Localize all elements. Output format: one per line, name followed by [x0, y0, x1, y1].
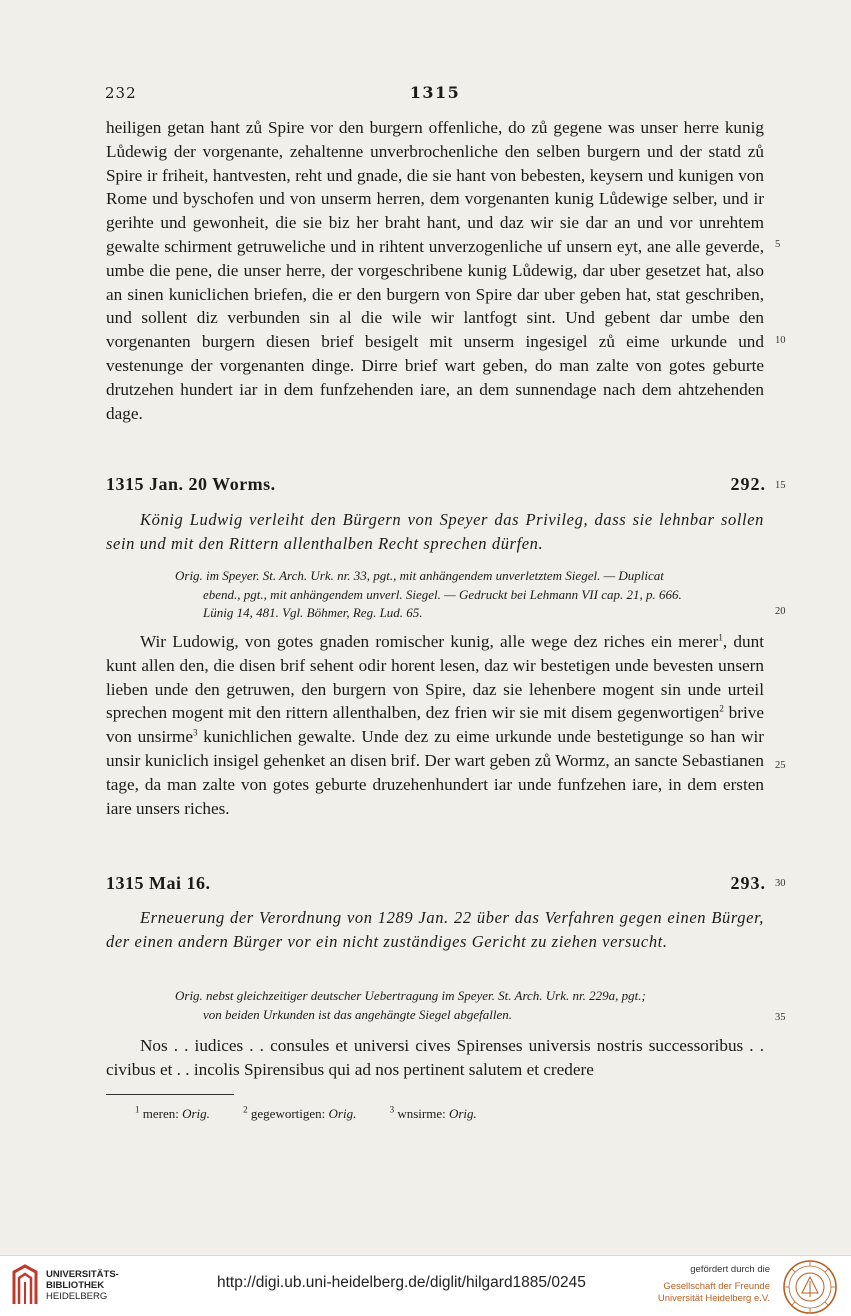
footnote-text: gegewortigen:	[250, 1106, 329, 1121]
line-number: 20	[775, 606, 786, 617]
footnote	[390, 1106, 477, 1122]
library-name-line: UNIVERSITÄTS-	[46, 1269, 119, 1280]
top-paragraph	[106, 116, 764, 425]
entry-heading-292	[106, 474, 766, 496]
entry-number: 293.	[730, 873, 766, 893]
running-year: 1315	[409, 83, 461, 102]
library-name	[46, 1269, 119, 1302]
line-number: 30	[775, 878, 786, 889]
footnote-source: Orig.	[448, 1106, 477, 1121]
footnote-source: Orig.	[328, 1106, 357, 1121]
text-part: kunichlichen gewalte. Unde dez zu eime urkunde unde bestetigunge so han wir unsir kuniclich insigel gehenket an disen brif. Der wart geben zů Wormz, an sancte Sebastianen tage, da man zalte von gotes geburte druzehenhundert iar unde funfzehen iare, in dem ersten iare unsers riches.	[106, 727, 765, 818]
sponsor-label: gefördert durch die	[690, 1264, 770, 1275]
entry-source-note	[175, 567, 765, 623]
footnote-mark: 2	[719, 703, 724, 714]
footnote-mark: 3	[192, 727, 198, 738]
line-number: 25	[775, 760, 786, 771]
footnotes	[135, 1106, 507, 1122]
footnote-number: 1	[135, 1104, 140, 1115]
footnote-source: Orig.	[182, 1106, 210, 1121]
source-line: Orig. im Speyer. St. Arch. Urk. nr. 33, pgt., mit anhängendem unverletztem Siegel. — Duplicat	[175, 568, 664, 583]
entry-source-note	[175, 987, 765, 1024]
line-number: 10	[775, 335, 786, 346]
entry-heading-293	[106, 873, 766, 895]
entry-summary: König Ludwig verleiht den Bürgern von Speyer das Privileg, dass sie lehnbar sollen sein und mit den Rittern allenthalben Recht sprechen dürfen.	[106, 510, 764, 553]
footnote-text: meren:	[142, 1106, 183, 1121]
library-logo-icon	[10, 1264, 40, 1306]
footnote-number: 3	[389, 1104, 395, 1115]
entry-text-body: Nos . . iudices . . consules et universi cives Spirenses universis nostris successoribus . . civibus et . . incolis Spirensibus qui ad nos pertinent salutem et credere	[106, 1036, 764, 1079]
entry-text	[106, 630, 764, 820]
footnote	[135, 1106, 210, 1122]
footnote-mark: 1	[718, 632, 723, 643]
footnote-text: wnsirme:	[397, 1106, 449, 1121]
entry-date: 1315 Mai 16.	[106, 873, 211, 893]
text-part: brive von unsirme	[106, 703, 764, 747]
entry-number: 292.	[730, 474, 766, 494]
permalink-url[interactable]: http://digi.ub.uni-heidelberg.de/diglit/hilgard1885/0245	[217, 1274, 586, 1291]
source-line: Lünig 14, 481. Vgl. Böhmer, Reg. Lud. 65.	[203, 605, 423, 620]
running-head	[105, 84, 765, 106]
page-number: 232	[105, 84, 137, 102]
entry-summary: Erneuerung der Verordnung von 1289 Jan. 22 über das Verfahren gegen einen Bürger, der einen andern Bürger vor ein nicht zuständiges Gericht zu ziehen versucht.	[106, 908, 764, 951]
text-part: Wir Ludowig, von gotes gnaden romischer kunig, alle wege dez riches ein merer	[140, 632, 719, 651]
entry-text	[106, 1034, 764, 1082]
footnote	[243, 1106, 356, 1122]
library-name-line: BIBLIOTHEK	[46, 1280, 105, 1291]
footnote-divider	[106, 1094, 234, 1095]
line-number: 5	[775, 239, 781, 250]
university-seal-icon	[782, 1259, 838, 1315]
footnote-number: 2	[243, 1104, 248, 1115]
sponsor-credit	[640, 1264, 770, 1305]
source-line: Orig. nebst gleichzeitiger deutscher Uebertragung im Speyer. St. Arch. Urk. nr. 229a, pgt.;	[175, 988, 646, 1003]
line-number: 35	[775, 1012, 786, 1023]
sponsor-name-line: Gesellschaft der Freunde	[663, 1281, 770, 1292]
footer-bar	[0, 1255, 851, 1316]
top-paragraph-text: heiligen getan hant zů Spire vor den burgern offenliche, do zů gegene was unser herre kunig Lůdewig der vorgenante, zehaltenne unverbrochenliche den selben burgern und der statd zů Spire ir friheit, hantvesten, reht und gnade, die sie hant von bebesten, keysern und kunigen von Rome und byschofen und von unserm herren, dem vorgenanten kunig Lůdewige selber, und ir gerihte und gewonheit, die sie biz her braht hant, und daz wir sie dar an und vor unrehtem gewalte schirment getruweliche und in rihtent unverzogenliche uf unsern eyt, ane alle geverde, umbe die pene, die unser herre, der vorgeschribene kunig Lůdewig, dar uber gesetzet hat, also an sinen kuniclichen briefen, die er den burgern von Spire dar uber geben hat, stat geschriben, und sollent diz verbunden sin al die wile wir lantfogt sint. Und gebent dar umbe den vorgenanten burgern diesen brief besigelt mit unserm ingesigel zů eime urkunde und vestenunge der vorgenanten dinge. Dirre brief wart geben, do man zalte von gotes geburte drutzehen hundert iar in dem funfzehenden iare, an dem sunnendage nach dem ahtzehenden dage.	[106, 118, 764, 423]
entry-date: 1315 Jan. 20 Worms.	[106, 474, 276, 494]
source-line: von beiden Urkunden ist das angehängte Siegel abgefallen.	[203, 1006, 513, 1022]
library-name-line: HEIDELBERG	[46, 1291, 108, 1302]
source-line: ebend., pgt., mit anhängendem unverl. Siegel. — Gedruckt bei Lehmann VII cap. 21, p. 666.	[203, 586, 682, 602]
line-number: 15	[775, 480, 786, 491]
sponsor-name-line: Universität Heidelberg e.V.	[657, 1293, 770, 1304]
text-part: , dunt kunt allen den, die disen brif sehent odir horent lesen, daz wir bestetigen unde bevesten unsern lieben unde den getruwen, den burgern von Spire, daz sie lehenbere mogent sin unde urteil sprechen mogent mit den rittern allenthalben, dez frien wir sie mit disem gegenwortigen	[106, 632, 764, 723]
